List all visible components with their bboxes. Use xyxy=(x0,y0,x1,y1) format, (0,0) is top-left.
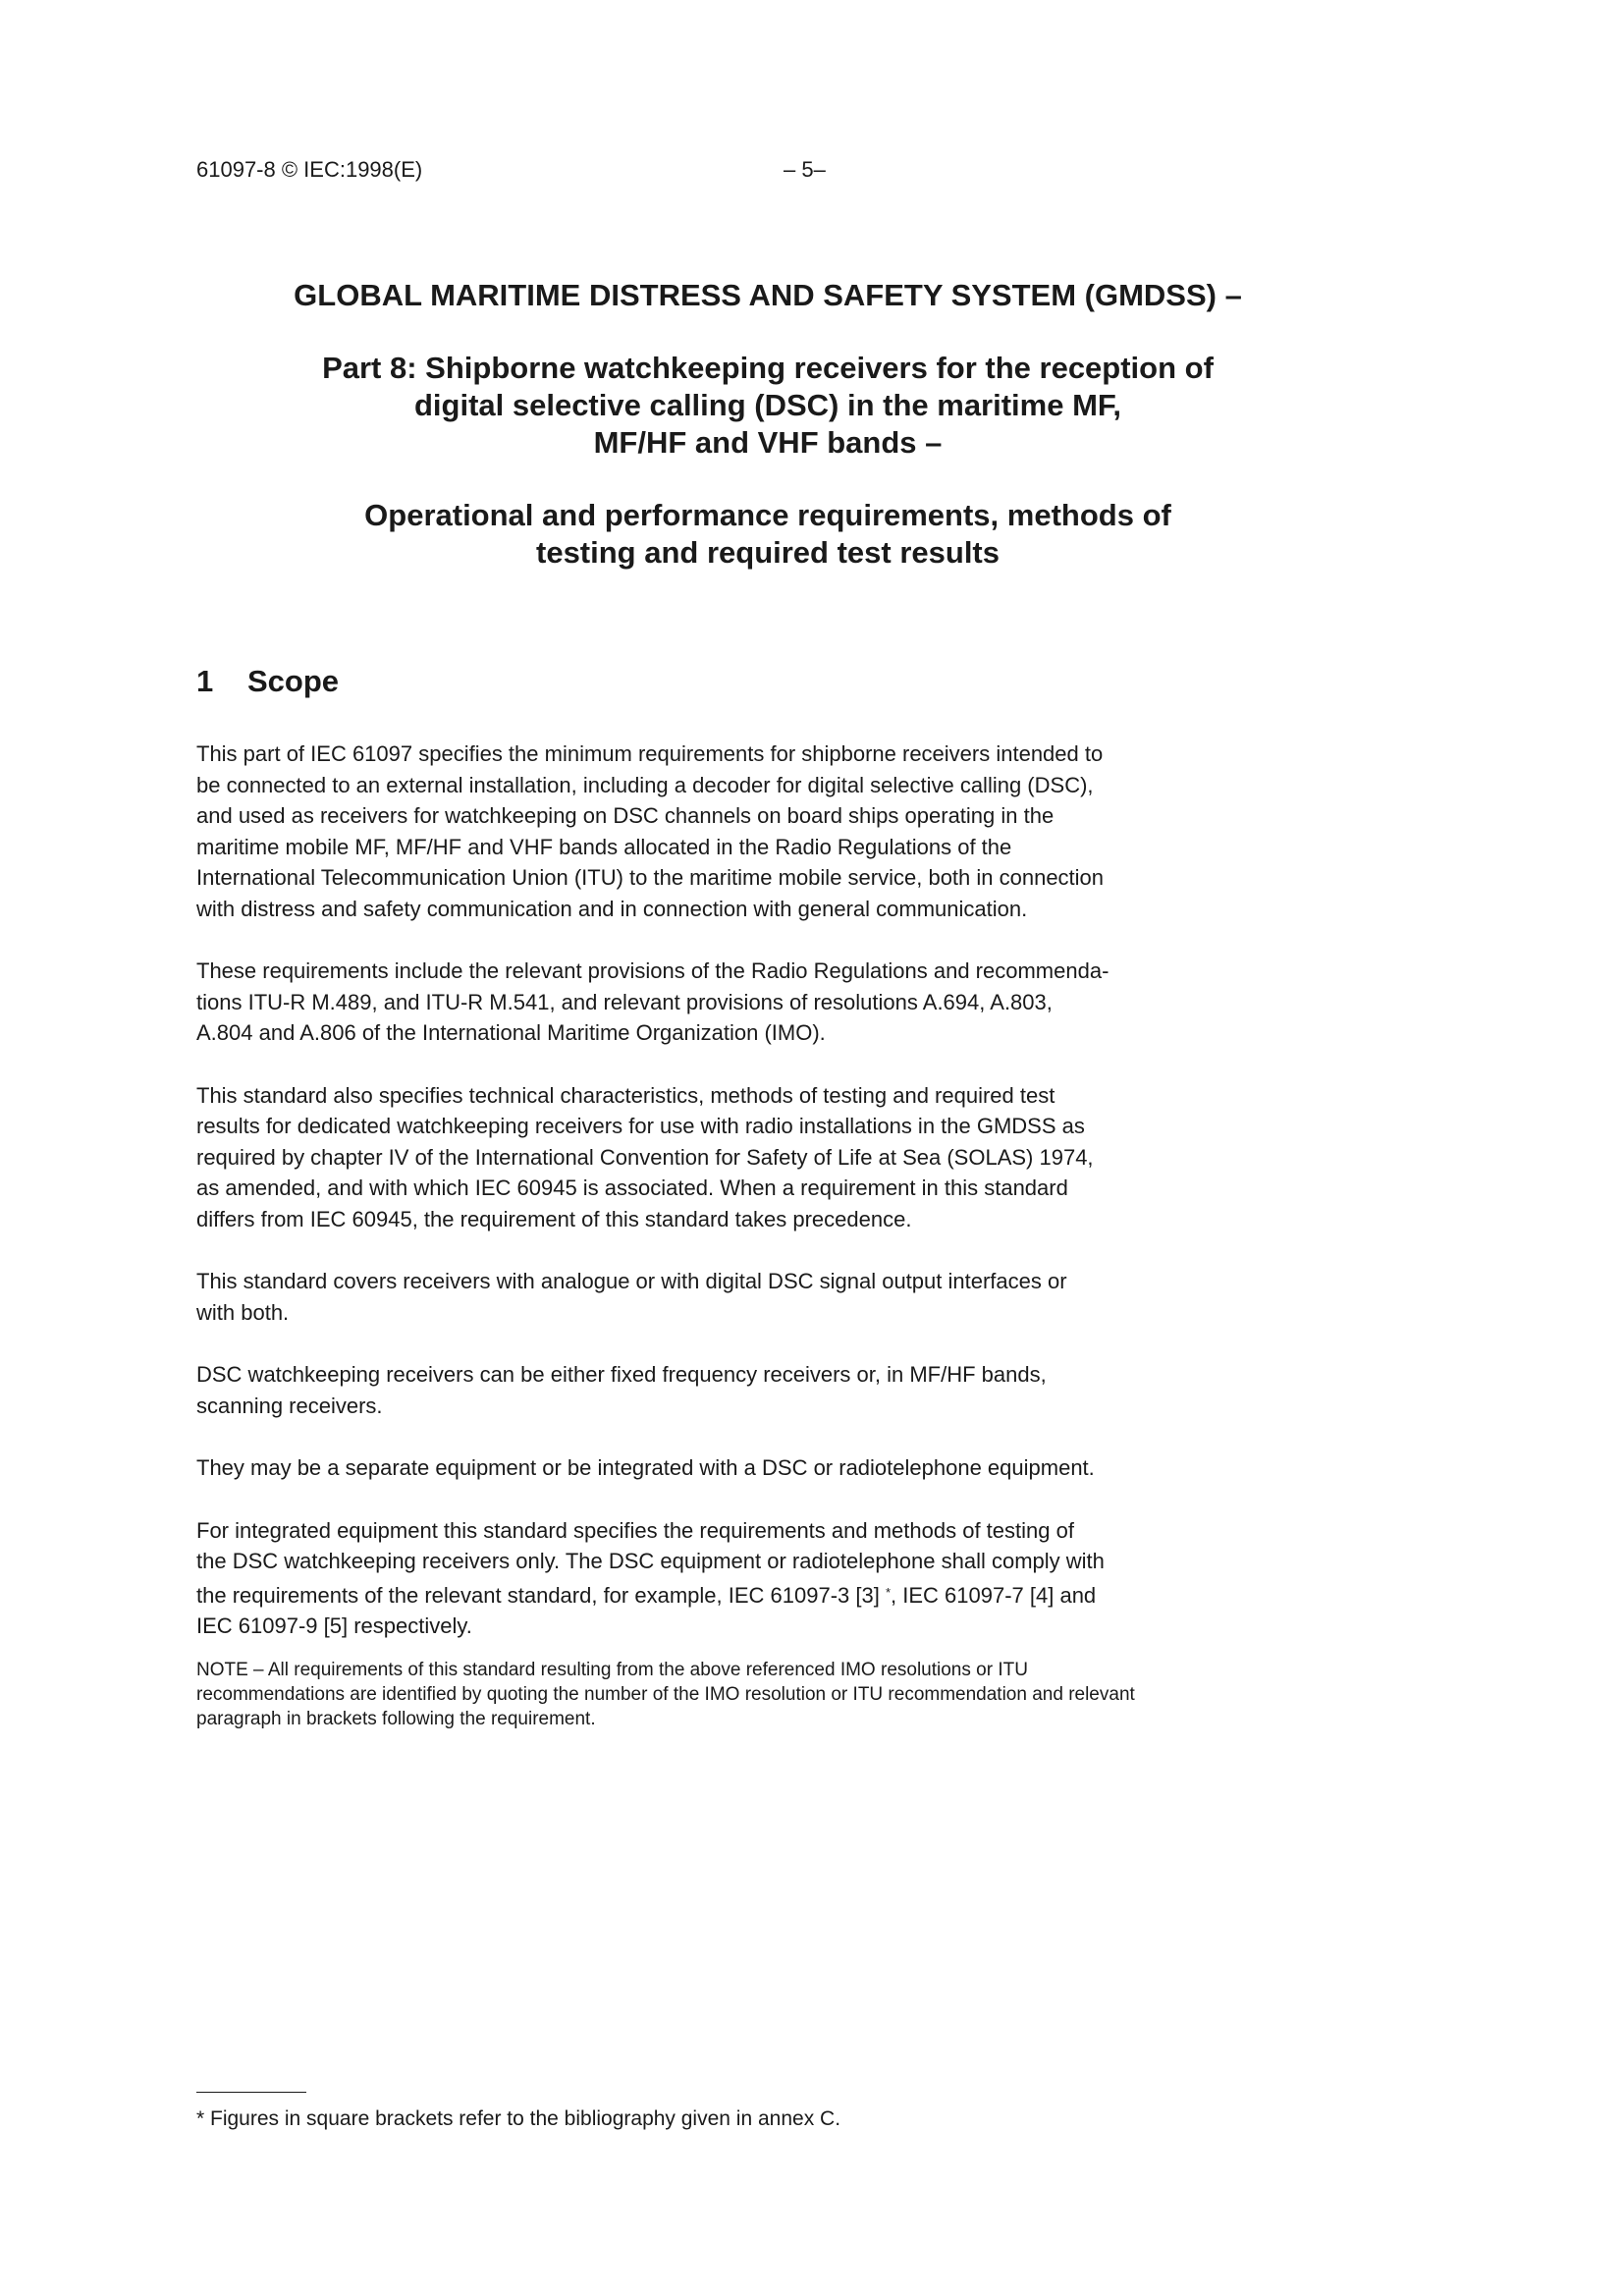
text-line: be connected to an external installation, including a decoder for digital selective calling (DSC), xyxy=(196,772,1094,797)
text-line: required by chapter IV of the International Convention for Safety of Life at Sea (SOLAS) 1974, xyxy=(196,1144,1094,1170)
text-line: with both. xyxy=(196,1299,290,1325)
text-line: IEC 61097-9 [5] respectively. xyxy=(196,1613,472,1638)
text-line: results for dedicated watchkeeping receivers for use with radio installations in the GMDSS as xyxy=(196,1114,1085,1138)
text-line xyxy=(196,1577,1316,1612)
title-part-line: Part 8: Shipborne watchkeeping receivers for the reception of xyxy=(322,351,1214,385)
page-number: – 5– xyxy=(784,157,826,182)
paragraph xyxy=(196,956,1316,1049)
note-line: NOTE – All requirements of this standard resulting from the above referenced IMO resolutions or ITU xyxy=(196,1659,1028,1680)
document-page xyxy=(196,157,1316,1750)
text-line: tions ITU-R M.489, and ITU-R M.541, and relevant provisions of resolutions A.694, A.803, xyxy=(196,989,1053,1014)
note-line: recommendations are identified by quoting the number of the IMO resolution or ITU recommendation and relevant xyxy=(196,1683,1135,1705)
section-heading xyxy=(196,664,1316,699)
document-reference: 61097-8 © IEC:1998(E) xyxy=(196,157,423,182)
section-number: 1 xyxy=(196,664,214,698)
text-segment: , IEC 61097-7 [4] and xyxy=(891,1582,1097,1608)
text-line: This part of IEC 61097 specifies the minimum requirements for shipborne receivers intended to xyxy=(196,741,1104,766)
text-line: maritime mobile MF, MF/HF and VHF bands allocated in the Radio Regulations of the xyxy=(196,834,1012,859)
paragraph xyxy=(196,1266,1316,1328)
text-line: A.804 and A.806 of the International Maritime Organization (IMO). xyxy=(196,1020,826,1045)
note-line: paragraph in brackets following the requirement. xyxy=(196,1708,596,1729)
text-segment: the requirements of the relevant standard, for example, IEC 61097-3 [3] xyxy=(196,1582,880,1608)
page-header xyxy=(196,157,1316,187)
text-line: These requirements include the relevant provisions of the Radio Regulations and recommenda- xyxy=(196,958,1109,983)
text-line: scanning receivers. xyxy=(196,1393,383,1418)
paragraph-integrated-equipment xyxy=(196,1515,1316,1642)
text-line: the DSC watchkeeping receivers only. The DSC equipment or radiotelephone shall comply with xyxy=(196,1549,1105,1573)
title-subtitle xyxy=(220,497,1316,572)
text-line: For integrated equipment this standard specifies the requirements and methods of testing of xyxy=(196,1517,1074,1543)
paragraph xyxy=(196,738,1316,924)
note xyxy=(196,1658,1316,1731)
text-line: They may be a separate equipment or be integrated with a DSC or radiotelephone equipment. xyxy=(196,1455,1095,1480)
paragraph xyxy=(196,1080,1316,1235)
title-main: GLOBAL MARITIME DISTRESS AND SAFETY SYSTEM (GMDSS) – xyxy=(294,278,1242,312)
text-line: with distress and safety communication and in connection with general communication. xyxy=(196,896,1028,921)
document-title xyxy=(196,277,1316,572)
section-title: Scope xyxy=(247,664,340,698)
section-body xyxy=(196,738,1316,1731)
paragraph xyxy=(196,1359,1316,1421)
footnote-separator xyxy=(196,2092,306,2093)
text-line: differs from IEC 60945, the requirement of this standard takes precedence. xyxy=(196,1206,912,1231)
text-line: This standard covers receivers with analogue or with digital DSC signal output interfaces or xyxy=(196,1269,1067,1293)
title-subtitle-line: Operational and performance requirements, methods of xyxy=(364,498,1171,532)
text-line: DSC watchkeeping receivers can be either fixed frequency receivers or, in MF/HF bands, xyxy=(196,1362,1047,1387)
text-line: International Telecommunication Union (ITU) to the maritime mobile service, both in connection xyxy=(196,865,1105,890)
text-line: This standard also specifies technical characteristics, methods of testing and required test xyxy=(196,1082,1055,1108)
title-part-line: MF/HF and VHF bands – xyxy=(593,425,943,460)
title-subtitle-line: testing and required test results xyxy=(536,535,1000,570)
text-line: as amended, and with which IEC 60945 is associated. When a requirement in this standard xyxy=(196,1175,1068,1200)
title-part xyxy=(220,350,1316,462)
text-line: and used as receivers for watchkeeping on DSC channels on board ships operating in the xyxy=(196,803,1055,828)
footnote: * Figures in square brackets refer to the bibliography given in annex C. xyxy=(196,2107,841,2130)
paragraph xyxy=(196,1452,1316,1484)
title-part-line: digital selective calling (DSC) in the maritime MF, xyxy=(413,388,1122,422)
footnote-marker: * xyxy=(885,1584,892,1600)
